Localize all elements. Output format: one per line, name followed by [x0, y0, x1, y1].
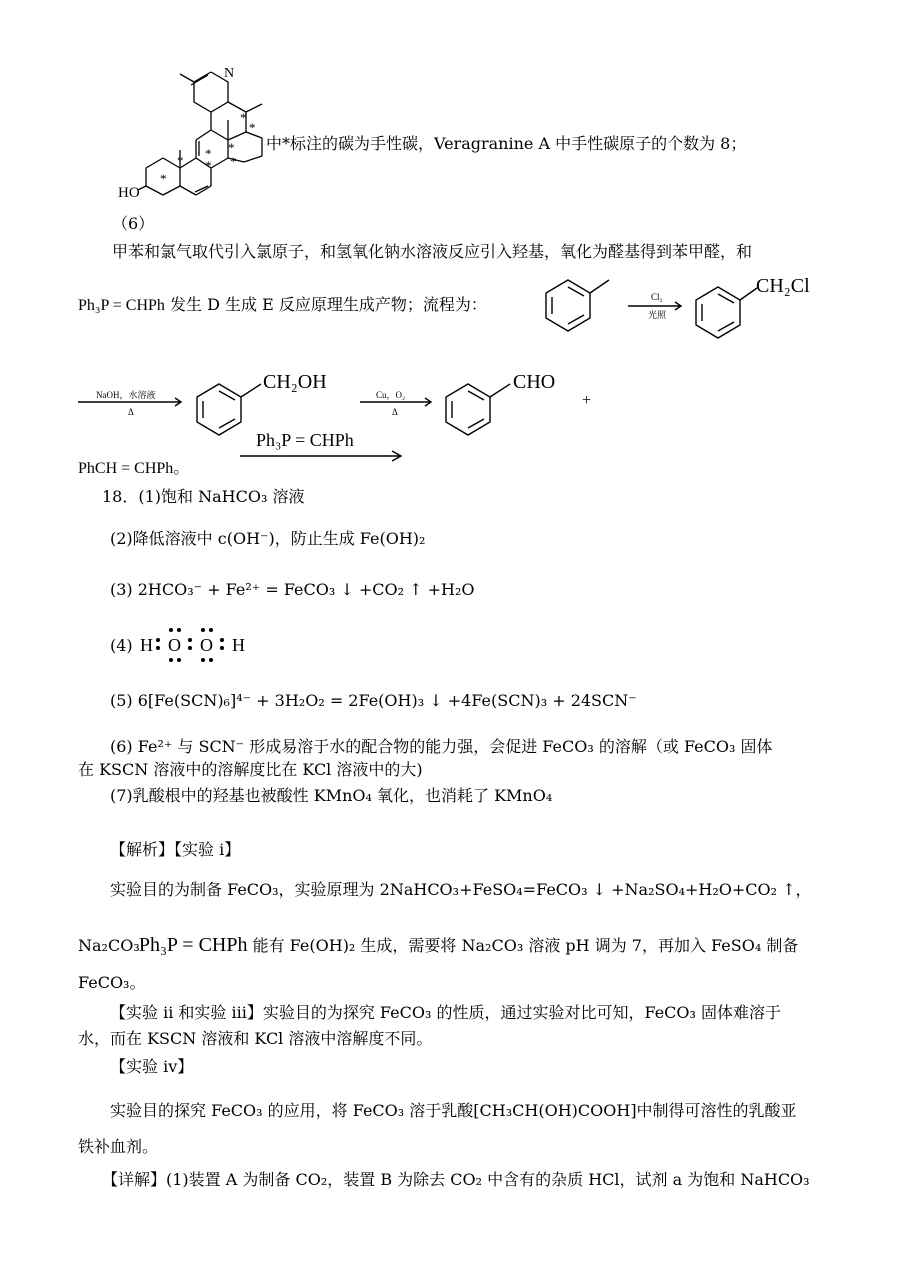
- analysis-exp4-heading: 【实验 iv】: [110, 1057, 194, 1076]
- ch2cl-label: CH₂Cl: [756, 275, 810, 297]
- final-product: PhCH = CHPh。: [78, 458, 190, 477]
- q6-explanation: 甲苯和氯气取代引入氯原子，和氢氧化钠水溶液反应引入羟基，氧化为醛基得到苯甲醛，和: [112, 242, 753, 261]
- h-atom: H: [140, 635, 153, 655]
- chiral-statement: 中*标注的碳为手性碳，Veragranine A 中手性碳原子的个数为 8；: [266, 134, 747, 153]
- light-condition: 光照: [648, 310, 667, 320]
- answer-18-1: 18．(1)饱和 NaHCO₃ 溶液: [102, 487, 305, 506]
- detail-section: 【详解】(1)装置 A 为制备 CO₂，装置 B 为除去 CO₂ 中含有的杂质 HCl，试剂 a 为饱和 NaHCO₃: [102, 1170, 810, 1189]
- answer-6-line2: 在 KSCN 溶液中的溶解度比在 KCl 溶液中的大): [78, 760, 423, 779]
- pyridine-n-label: N: [224, 66, 235, 81]
- chiral-star: *: [205, 146, 212, 161]
- analysis-heading: 【解析】【实验 i】: [110, 840, 241, 859]
- analysis-exp1: 实验目的为制备 FeCO₃，实验原理为 2NaHCO₃+FeSO₄=FeCO₃ ↓ +Na₂SO₄+H₂O+CO₂ ↑，: [110, 880, 812, 899]
- chiral-star: *: [205, 158, 212, 173]
- analysis-exp23: 【实验 ii 和实验 iii】实验目的为探究 FeCO₃ 的性质，通过实验对比可知，FeCO₃ 固体难溶于: [110, 1003, 782, 1022]
- plus-sign: +: [582, 392, 592, 409]
- ch2oh-label: CH₂OH: [263, 371, 327, 393]
- chiral-star: *: [240, 110, 247, 125]
- answer-2: (2)降低溶液中 c(OH⁻)，防止生成 Fe(OH)₂: [110, 529, 426, 548]
- cl2-reagent: Cl₂: [651, 292, 663, 302]
- chiral-star: *: [177, 153, 184, 168]
- answer-6-line1: (6) Fe²⁺ 与 SCN⁻ 形成易溶于水的配合物的能力强，会促进 FeCO₃ 的溶解（或 FeCO₃ 固体: [110, 737, 773, 756]
- analysis-exp4-cont: 铁补血剂。: [78, 1137, 159, 1156]
- h-atom: H: [232, 635, 245, 655]
- heat-symbol: Δ: [392, 407, 398, 417]
- analysis-exp1-end: FeCO₃。: [78, 973, 146, 992]
- analysis-exp4: 实验目的探究 FeCO₃ 的应用，将 FeCO₃ 溶于乳酸[CH₃CH(OH)COOH]中制得可溶性的乳酸亚: [110, 1101, 797, 1120]
- chiral-star: *: [228, 140, 235, 155]
- chiral-star: *: [249, 120, 256, 135]
- analysis-exp1-cont: Na₂CO₃ Ph₃P = CHPh 能有 Fe(OH)₂ 生成，需要将 Na₂CO₃ 溶液 pH 调为 7，再加入 FeSO₄ 制备: [78, 934, 799, 956]
- chiral-star: *: [160, 171, 167, 186]
- answer-7: (7)乳酸根中的羟基也被酸性 KMnO₄ 氧化，也消耗了 KMnO₄: [110, 786, 553, 805]
- ho-label: HO: [118, 185, 140, 201]
- o-atom: O: [168, 635, 181, 655]
- heat-symbol: Δ: [128, 407, 134, 417]
- chiral-star: *: [230, 154, 237, 169]
- reagent-ph3p: Ph₃P = CHPh 发生 D 生成 E 反应原理生成产物；流程为：: [78, 295, 487, 314]
- ph3p-arrow-reagent: Ph₃P = CHPh: [256, 430, 354, 450]
- cu-o2-reagent: Cu，O₂: [376, 390, 406, 400]
- question-6-label: （6）: [112, 214, 155, 233]
- o-atom: O: [200, 635, 213, 655]
- answer-4-lewis: (4): [110, 636, 133, 655]
- answer-3: (3) 2HCO₃⁻ + Fe²⁺ = FeCO₃ ↓ +CO₂ ↑ +H₂O: [110, 580, 475, 599]
- analysis-exp23-cont: 水，而在 KSCN 溶液和 KCl 溶液中溶解度不同。: [78, 1029, 433, 1048]
- answer-5: (5) 6[Fe(SCN)₆]⁴⁻ + 3H₂O₂ = 2Fe(OH)₃ ↓ +4Fe(SCN)₃ + 24SCN⁻: [110, 691, 637, 710]
- naoh-reagent: NaOH，水溶液: [96, 390, 156, 400]
- cho-label: CHO: [513, 371, 556, 393]
